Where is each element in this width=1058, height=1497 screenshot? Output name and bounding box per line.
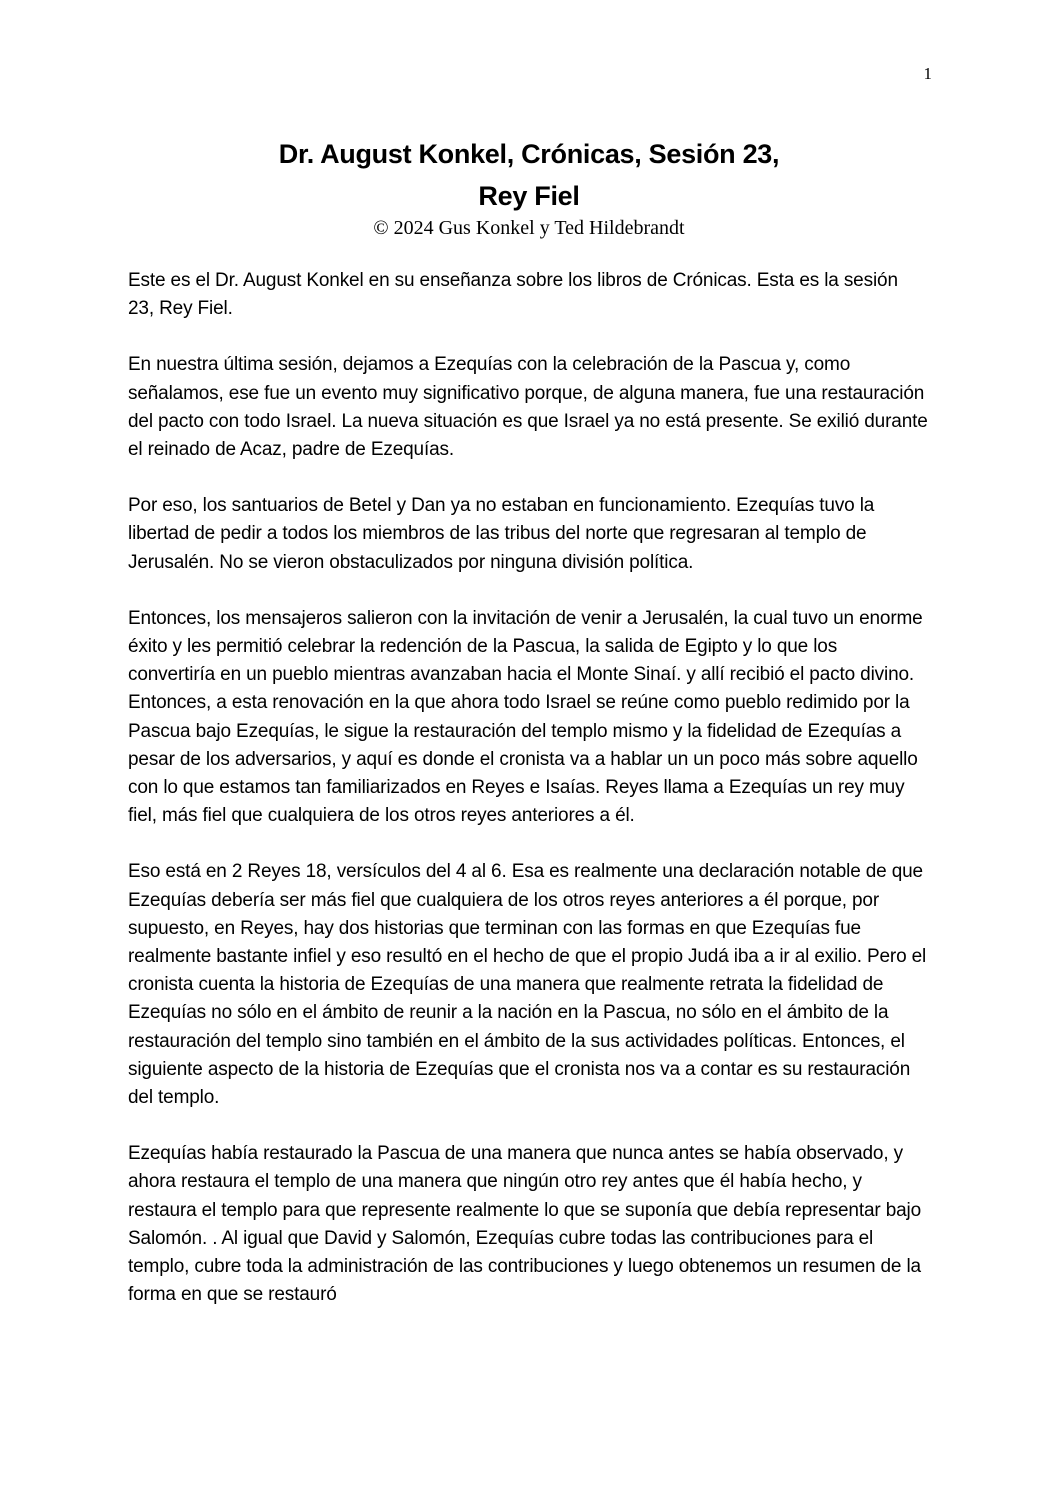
title-block — [0, 133, 1058, 241]
document-title-line-2: Rey Fiel — [478, 181, 580, 211]
paragraph-1: Este es el Dr. August Konkel en su enseñanza sobre los libros de Crónicas. Esta es la sesión 23, Rey Fiel. — [128, 270, 898, 320]
copyright-notice: © 2024 Gus Konkel y Ted Hildebrandt — [373, 217, 685, 239]
document-body — [128, 267, 928, 1338]
paragraph-2: En nuestra última sesión, dejamos a Ezequías con la celebración de la Pascua y, como señalamos, ese fue un evento muy significativo porque, de alguna manera, fue una restauración del pacto con todo Israel. La nueva situación es que Israel ya no está presente. Se exilió durante el reinado de Acaz, padre de Ezequías. — [128, 354, 928, 461]
paragraph-3: Por eso, los santuarios de Betel y Dan ya no estaban en funcionamiento. Ezequías tuvo la libertad de pedir a todos los miembros de las tribus del norte que regresaran al templo de Jerusalén. No se vieron obstaculizados por ninguna división política. — [128, 495, 875, 573]
paragraph-6: Ezequías había restaurado la Pascua de una manera que nunca antes se había observado, y ahora restaura el templo de una manera que ningún otro rey antes que él había hecho, y restaura el templo para que represente realmente lo que se suponía que debía representar bajo Salomón. . Al igual que David y Salomón, Ezequías cubre todas las contribuciones para el templo, cubre toda la administración de las contribuciones y luego obtenemos un resumen de la forma en que se restauró — [128, 1143, 922, 1306]
paragraph-4: Entonces, los mensajeros salieron con la invitación de venir a Jerusalén, la cual tuvo un enorme éxito y les permitió celebrar la redención de la Pascua, la salida de Egipto y lo que los convertiría en un pueblo mientras avanzaban hacia el Monte Sinaí. y allí recibió el pacto divino. Entonces, a esta renovación en la que ahora todo Israel se reúne como pueblo redimido por la Pascua bajo Ezequías, le sigue la restauración del templo mismo y la fidelidad de Ezequías a pesar de los adversarios, y aquí es donde el cronista va a hablar un un poco más sobre aquello con lo que estamos tan familiarizados en Reyes e Isaías. Reyes llama a Ezequías un rey muy fiel, más fiel que cualquiera de los otros reyes anteriores a él. — [128, 607, 923, 827]
document-title-line-1: Dr. August Konkel, Crónicas, Sesión 23, — [278, 139, 780, 169]
page-number: 1 — [923, 64, 932, 83]
paragraph-5: Eso está en 2 Reyes 18, versículos del 4 al 6. Esa es realmente una declaración notable de que Ezequías debería ser más fiel que cualquiera de los otros reyes anteriores a él porque, por supuesto, en Reyes, hay dos historias que terminan con las formas en que Ezequías fue realmente bastante infiel y eso resultó en el hecho de que el propio Judá iba a ir al exilio. Pero el cronista cuenta la historia de Ezequías de una manera que realmente retrata la fidelidad de Ezequías no sólo en el ámbito de reunir a la nación en la Pascua, no sólo en el ámbito de la restauración del templo sino también en el ámbito de la sus actividades políticas. Entonces, el siguiente aspecto de la historia de Ezequías que el cronista nos va a contar es su restauración del templo. — [128, 861, 927, 1109]
